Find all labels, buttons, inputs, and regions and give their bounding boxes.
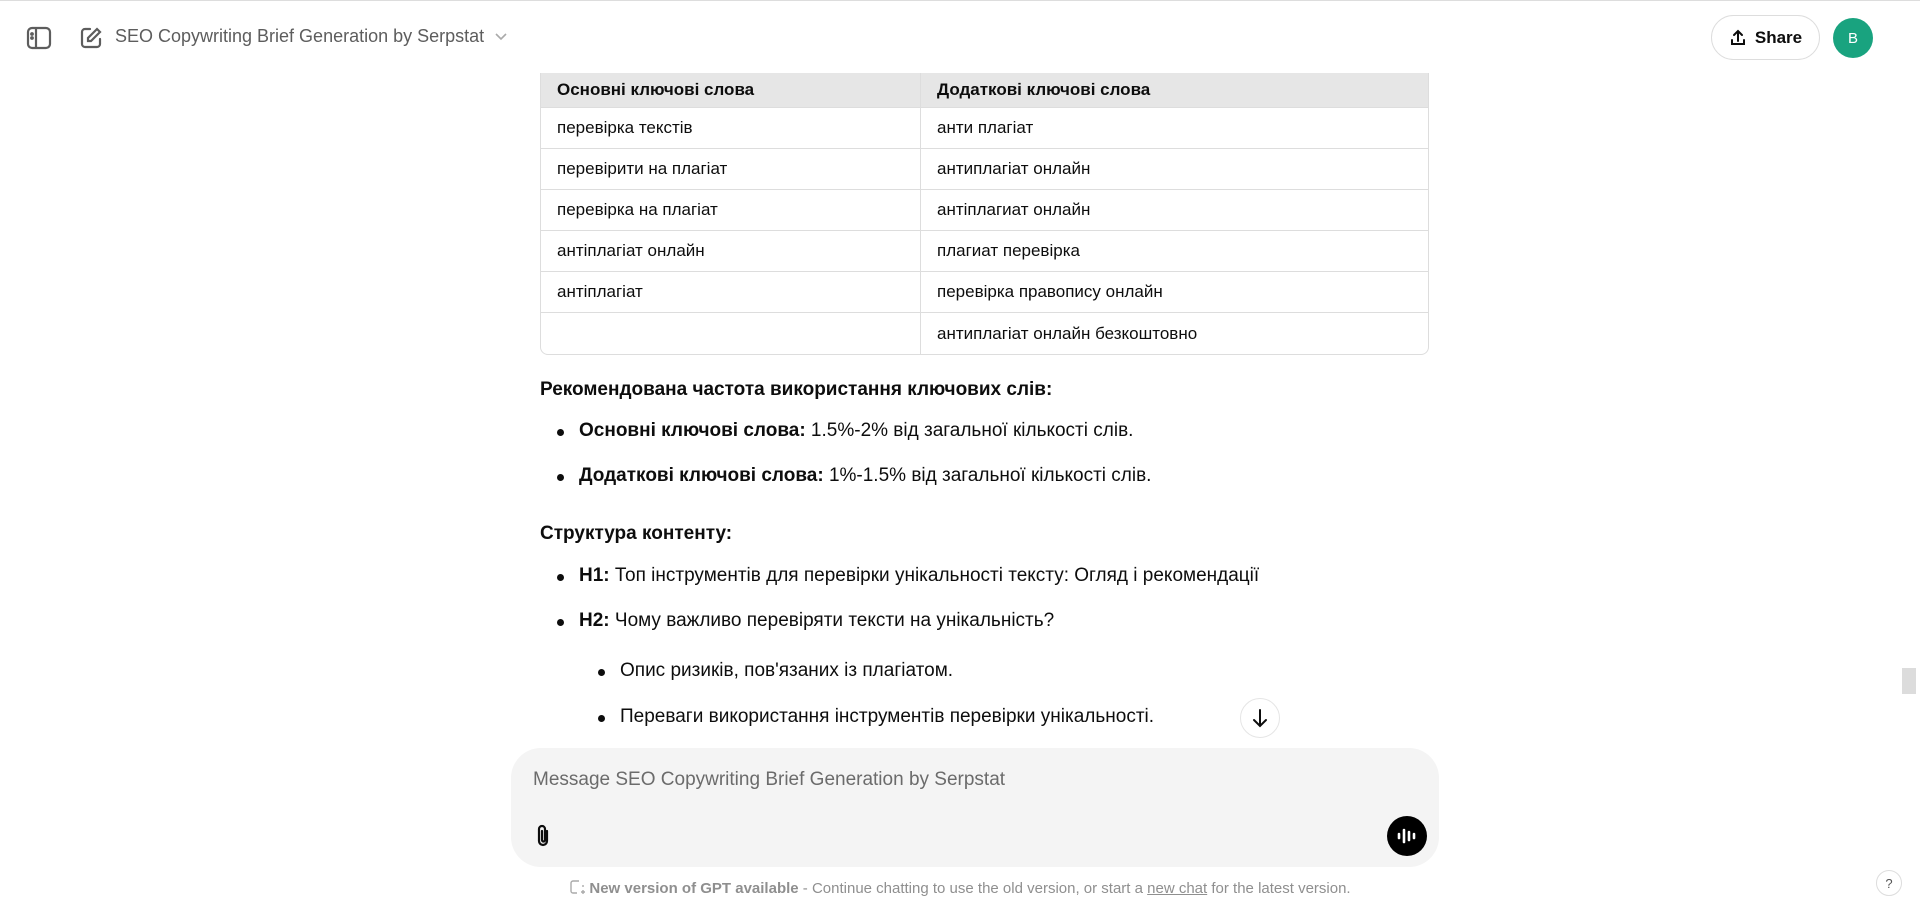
table-cell: антіплагиат онлайн	[921, 190, 1428, 231]
new-version-icon	[569, 879, 585, 895]
table-cell	[541, 313, 921, 354]
table-cell: перевірка правопису онлайн	[921, 272, 1428, 313]
list-item	[579, 565, 1259, 587]
frequency-heading: Рекомендована частота використання ключових слів:	[540, 379, 1053, 400]
column-header: Основні ключові слова	[541, 72, 921, 108]
top-bar	[0, 0, 1920, 73]
share-button[interactable]	[1711, 15, 1820, 60]
chevron-down-icon	[494, 32, 508, 42]
item-label: H2:	[579, 610, 610, 631]
new-chat-link[interactable]: new chat	[1147, 880, 1208, 897]
item-text: Топ інструментів для перевірки унікальності тексту: Огляд і рекомендації	[609, 565, 1260, 586]
notice-text-end: for the latest version.	[1207, 880, 1351, 897]
item-text: 1%-1.5% від загальної кількості слів.	[823, 465, 1152, 486]
table-cell: перевірка текстів	[541, 108, 921, 149]
arrow-down-icon	[1251, 708, 1269, 728]
scrollbar-thumb[interactable]	[1902, 668, 1916, 694]
item-label: Основні ключові слова:	[579, 420, 806, 441]
table-cell: перевірити на плагіат	[541, 149, 921, 190]
table-row	[541, 108, 1428, 149]
gpt-title-dropdown[interactable]	[115, 26, 508, 47]
table-cell: антиплагіат онлайн	[921, 149, 1428, 190]
list-item	[579, 465, 1151, 487]
sub-list-item: Опис ризиків, пов'язаних із плагіатом.	[620, 660, 954, 681]
table-cell: антіплагіат	[541, 272, 921, 313]
table-cell: плагиат перевірка	[921, 231, 1428, 272]
list-item	[579, 610, 1054, 632]
table-row	[541, 190, 1428, 231]
help-button[interactable]: ?	[1876, 870, 1902, 896]
list-item	[579, 420, 1133, 442]
sub-list-item: Переваги використання інструментів перевірки унікальності.	[620, 706, 1155, 727]
new-chat-icon[interactable]	[76, 23, 106, 53]
voice-wave-icon	[1396, 826, 1418, 846]
item-text: 1.5%-2% від загальної кількості слів.	[805, 420, 1134, 441]
message-input[interactable]	[533, 766, 1383, 794]
version-notice	[0, 879, 1920, 897]
paperclip-icon[interactable]	[529, 822, 557, 850]
notice-title: New version of GPT available	[589, 880, 799, 897]
share-icon	[1729, 29, 1747, 47]
share-label: Share	[1754, 27, 1803, 47]
table-cell: перевірка на плагіат	[541, 190, 921, 231]
item-label: H1:	[579, 565, 610, 586]
keywords-table	[540, 71, 1429, 355]
message-composer	[511, 748, 1439, 867]
voice-mode-button[interactable]	[1387, 816, 1427, 856]
column-header: Додаткові ключові слова	[921, 72, 1428, 108]
notice-text: - Continue chatting to use the old version, or start a	[798, 880, 1148, 897]
table-row	[541, 272, 1428, 313]
item-label: Додаткові ключові слова:	[579, 465, 824, 486]
scroll-to-bottom-button[interactable]	[1240, 698, 1280, 738]
gpt-title: SEO Copywriting Brief Generation by Serpstat	[115, 26, 485, 46]
avatar[interactable]: B	[1833, 18, 1873, 58]
table-row	[541, 149, 1428, 190]
structure-heading: Структура контенту:	[540, 523, 733, 544]
table-header-row	[541, 72, 1428, 108]
table-row	[541, 231, 1428, 272]
item-text: Чому важливо перевіряти тексти на унікальність?	[609, 610, 1055, 631]
sidebar-toggle-icon[interactable]	[24, 23, 54, 53]
table-row	[541, 313, 1428, 354]
table-cell: антіплагіат онлайн	[541, 231, 921, 272]
table-cell: анти плагіат	[921, 108, 1428, 149]
table-cell: антиплагіат онлайн безкоштовно	[937, 323, 1198, 343]
